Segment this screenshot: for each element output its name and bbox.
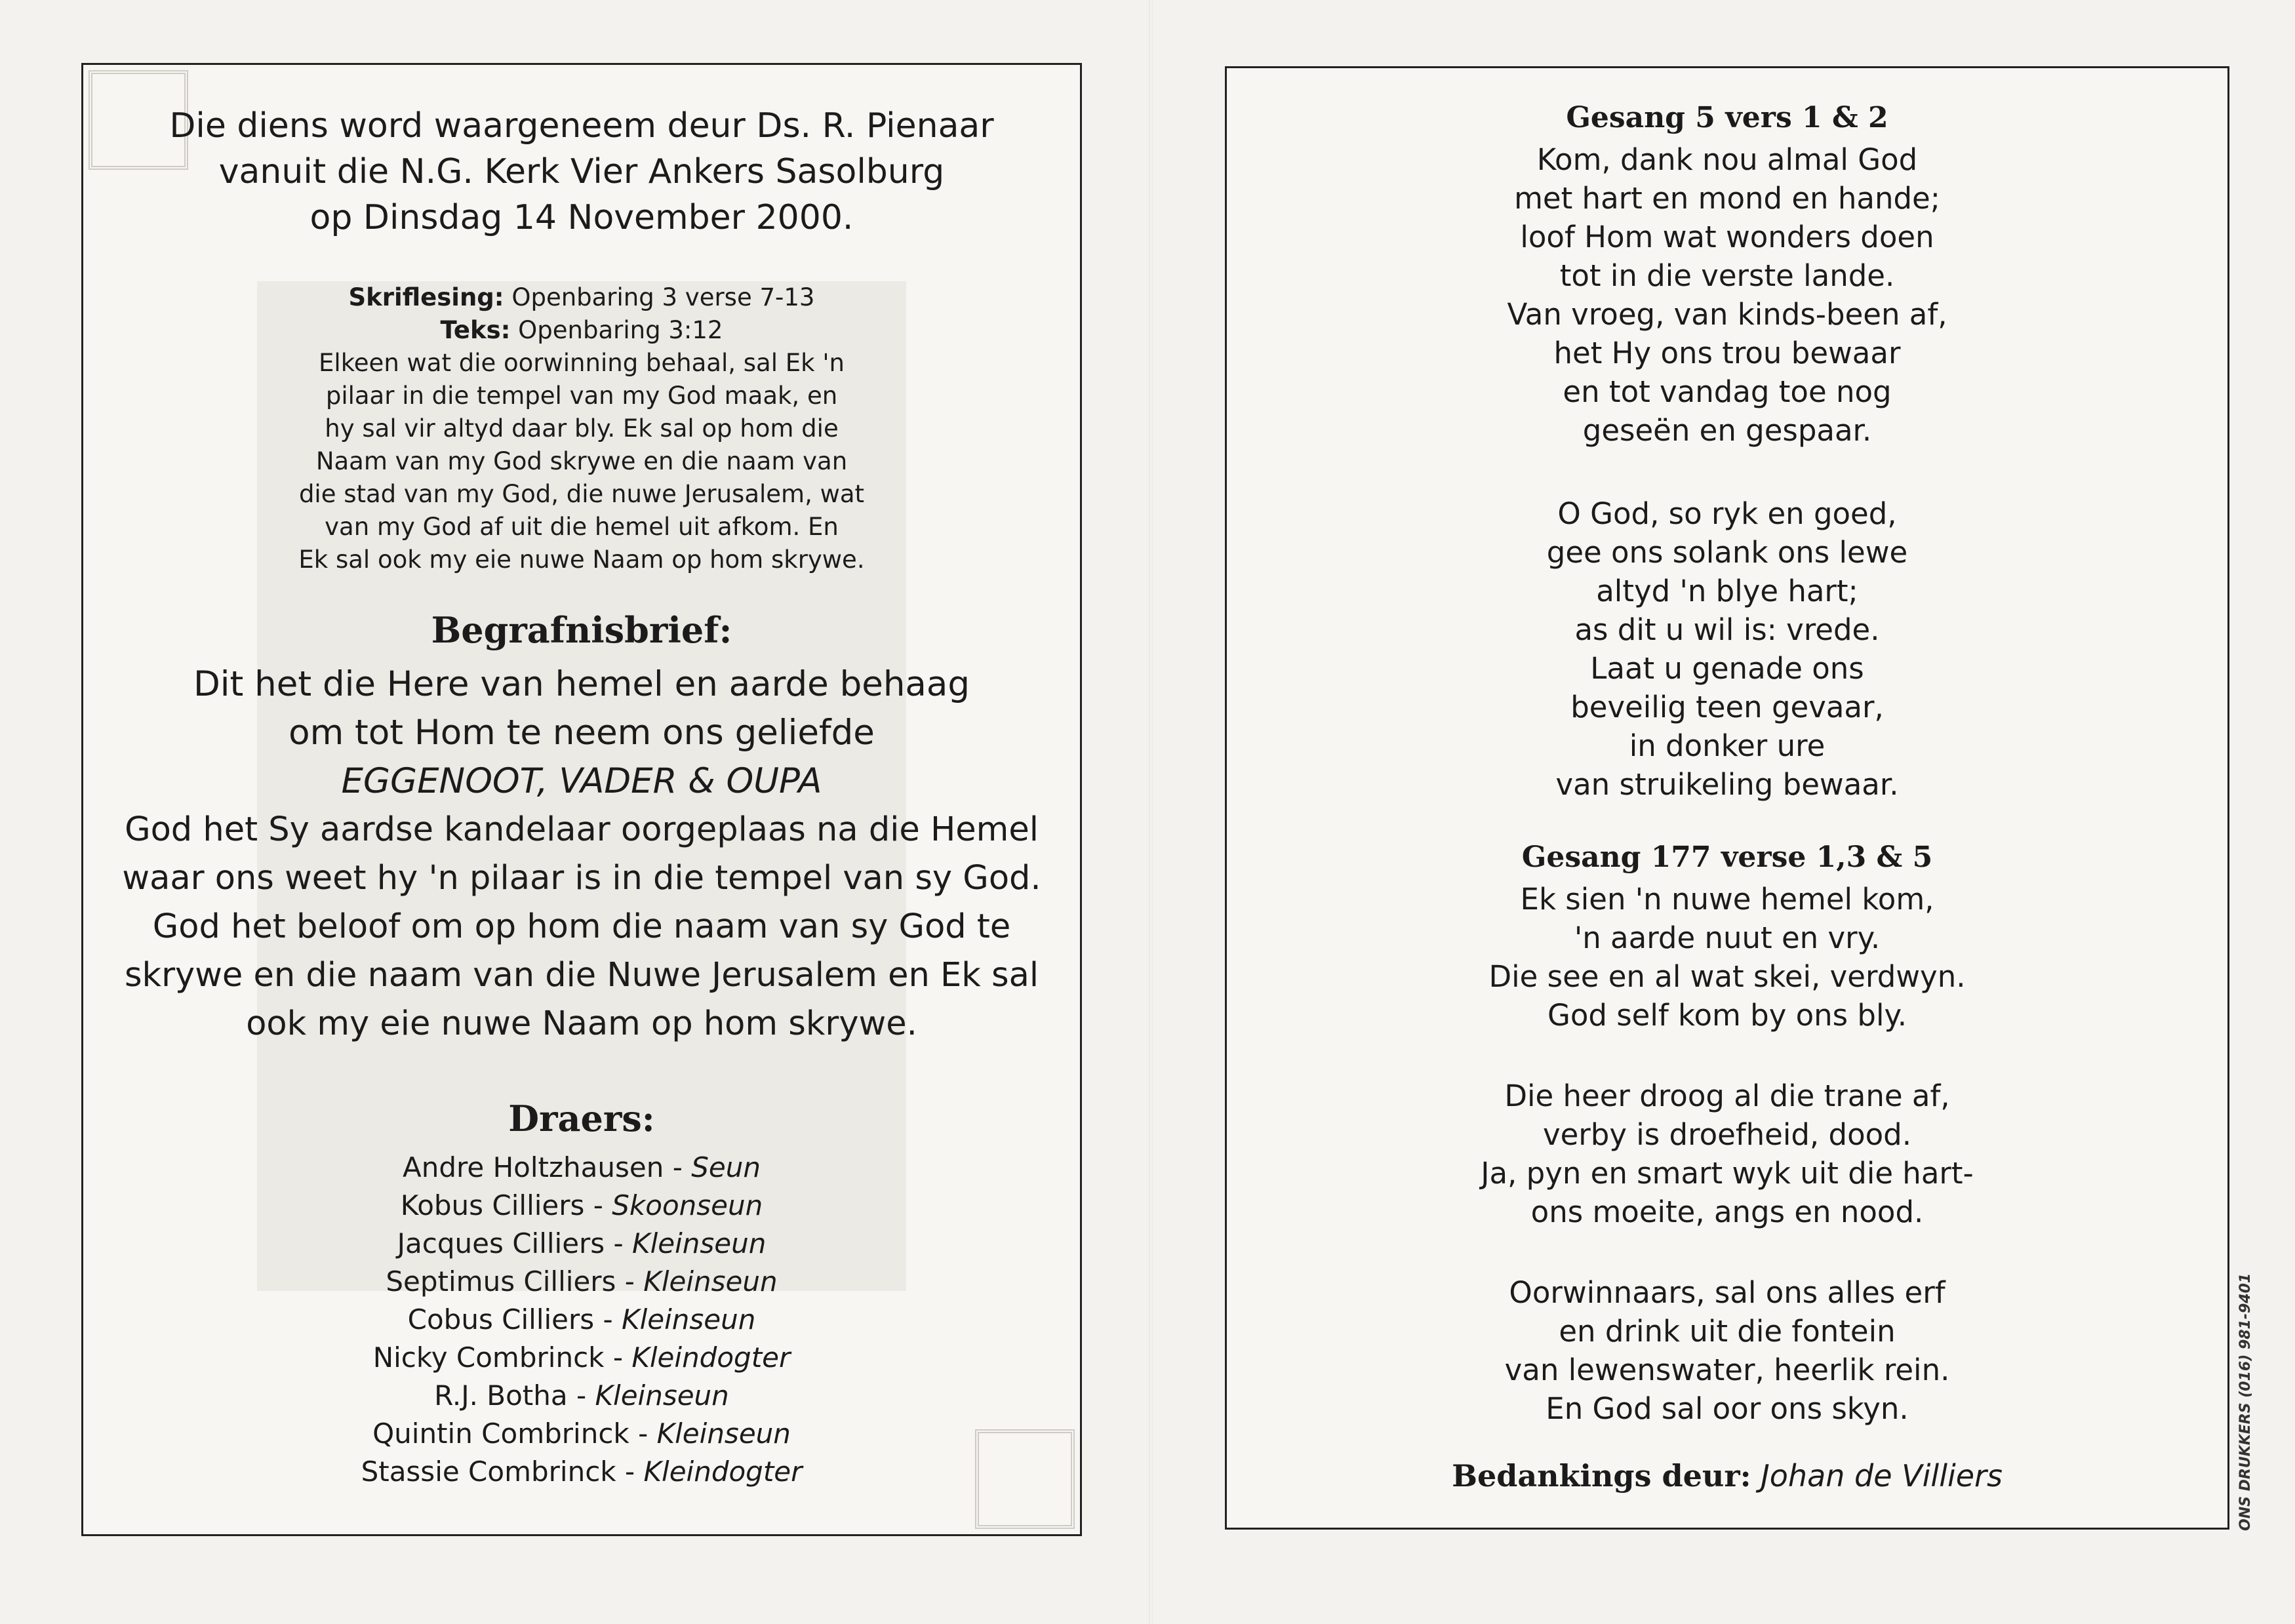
- hymn-line: Die see en al wat skei, verdwyn.: [1488, 959, 1966, 994]
- scripture-block: [83, 281, 1080, 576]
- bearer-row: Andre Holtzhausen - Seun: [403, 1151, 761, 1183]
- intro-line: vanuit die N.G. Kerk Vier Ankers Sasolburg: [218, 152, 945, 191]
- hymn-line: van lewenswater, heerlik rein.: [1504, 1353, 1950, 1387]
- bearer-row: Cobus Cilliers - Kleinseun: [407, 1303, 756, 1336]
- hymn-line: het Hy ons trou bewaar: [1553, 336, 1901, 370]
- letter-heading: Begrafnisbrief:: [431, 609, 732, 651]
- card-fold: [1149, 0, 1153, 1624]
- hymn2-stanza-2: [1227, 1077, 2227, 1231]
- hymn-line: beveilig teen gevaar,: [1570, 690, 1884, 724]
- hymn-line: Ek sien 'n nuwe hemel kom,: [1520, 882, 1934, 917]
- verse-line: Naam van my God skrywe en die naam van: [315, 447, 848, 475]
- bearer-relation: Seun: [691, 1151, 761, 1183]
- thanks-name: Johan de Villiers: [1761, 1458, 2003, 1494]
- hymn-line: en tot vandag toe nog: [1563, 374, 1892, 409]
- text-line: [83, 314, 1080, 347]
- hymn-line: geseën en gespaar.: [1582, 413, 1872, 448]
- hymn-line: van struikeling bewaar.: [1555, 767, 1899, 802]
- bearer-relation: Kleinseun: [643, 1265, 778, 1297]
- letter-line: waar ons weet hy 'n pilaar is in die tempel van sy God.: [122, 859, 1041, 898]
- hymn-line: Van vroeg, van kinds-been af,: [1507, 297, 1947, 332]
- letter-line: Dit het die Here van hemel en aarde behaag: [193, 664, 970, 704]
- bearer-row: Nicky Combrinck - Kleindogter: [372, 1341, 791, 1374]
- bearer-relation: Kleinseun: [595, 1379, 729, 1412]
- hymn-line: loof Hom wat wonders doen: [1520, 220, 1934, 254]
- bearer-name: Nicky Combrinck: [372, 1341, 605, 1374]
- hymn2-stanza-3: [1227, 1273, 2227, 1428]
- bearer-row: Jacques Cilliers - Kleinseun: [397, 1227, 767, 1259]
- service-intro: [83, 103, 1080, 241]
- bearer-name: Quintin Combrinck: [372, 1417, 629, 1450]
- bearer-relation: Kleinseun: [656, 1417, 791, 1450]
- bearers-heading: Draers:: [508, 1098, 655, 1139]
- hymn-line: as dit u wil is: vrede.: [1574, 612, 1880, 647]
- hymn1-stanza-1: [1227, 140, 2227, 450]
- bearers-list: [83, 1149, 1080, 1491]
- bearer-relation: Kleinseun: [622, 1303, 756, 1336]
- bearer-row: R.J. Botha - Kleinseun: [434, 1379, 729, 1412]
- hymn-line: met hart en mond en hande;: [1514, 181, 1940, 216]
- letter-line: om tot Hom te neem ons geliefde: [289, 713, 875, 753]
- bearer-relation: Skoonseun: [612, 1189, 763, 1221]
- bearer-name: Andre Holtzhausen: [403, 1151, 664, 1183]
- hymn-line: Kom, dank nou almal God: [1536, 142, 1918, 177]
- bearer-name: R.J. Botha: [434, 1379, 568, 1412]
- hymn-line: O God, so ryk en goed,: [1557, 496, 1897, 531]
- verse-line: die stad van my God, die nuwe Jerusalem, wat: [298, 480, 865, 508]
- bearer-row: Stassie Combrinck - Kleindogter: [361, 1456, 803, 1488]
- verse-line: van my God af uit die hemel uit afkom. En: [325, 513, 839, 541]
- hymn-line: in donker ure: [1629, 728, 1826, 763]
- bearer-name: Cobus Cilliers: [407, 1303, 595, 1336]
- left-panel: [81, 63, 1082, 1536]
- letter-line: God het beloof om op hom die naam van sy God te: [152, 907, 1011, 946]
- verse-line: hy sal vir altyd daar bly. Ek sal op hom die: [325, 414, 839, 443]
- bearer-name: Stassie Combrinck: [361, 1456, 616, 1488]
- bearer-relation: Kleindogter: [631, 1341, 791, 1374]
- intro-line: Die diens word waargeneem deur Ds. R. Pienaar: [169, 106, 994, 146]
- hymn2-title: Gesang 177 verse 1,3 & 5: [1521, 841, 1933, 874]
- funeral-letter: [83, 660, 1080, 1048]
- verse-line: pilaar in die tempel van my God maak, en: [325, 382, 838, 410]
- bearer-row: Septimus Cilliers - Kleinseun: [386, 1265, 778, 1297]
- intro-line: op Dinsdag 14 November 2000.: [309, 198, 854, 237]
- letter-emphasis: EGGENOOT, VADER & OUPA: [341, 761, 822, 801]
- verse-line: Ek sal ook my eie nuwe Naam op hom skrywe.: [298, 545, 865, 574]
- hymn-line: En God sal oor ons skyn.: [1546, 1391, 1909, 1426]
- bearer-relation: Kleinseun: [632, 1227, 767, 1259]
- bearer-name: Kobus Cilliers: [400, 1189, 585, 1221]
- reading-line: [83, 281, 1080, 314]
- hymn-line: Laat u genade ons: [1590, 651, 1864, 686]
- hymn-line: God self kom by ons bly.: [1547, 998, 1907, 1033]
- hymn1-title: Gesang 5 vers 1 & 2: [1566, 101, 1888, 134]
- hymn-line: Oorwinnaars, sal ons alles erf: [1509, 1275, 1946, 1310]
- reading-label: Skriflesing:: [348, 283, 504, 311]
- acknowledgement: [1227, 1458, 2227, 1494]
- hymn-line: tot in die verste lande.: [1559, 258, 1895, 293]
- hymn-line: Die heer droog al die trane af,: [1504, 1079, 1950, 1113]
- bearer-name: Jacques Cilliers: [397, 1227, 605, 1259]
- hymn-line: ons moeite, angs en nood.: [1530, 1195, 1924, 1229]
- hymn-line: en drink uit die fontein: [1559, 1314, 1896, 1349]
- hymn1-stanza-2: [1227, 494, 2227, 804]
- letter-line: God het Sy aardse kandelaar oorgeplaas na die Hemel: [125, 810, 1039, 849]
- hymn2-stanza-1: [1227, 880, 2227, 1035]
- bearer-relation: Kleindogter: [643, 1456, 803, 1488]
- thanks-label: Bedankings deur:: [1452, 1458, 1751, 1494]
- hymn-line: Ja, pyn en smart wyk uit die hart-: [1481, 1156, 1974, 1191]
- hymn-line: 'n aarde nuut en vry.: [1574, 921, 1881, 955]
- right-panel: [1225, 66, 2229, 1530]
- bearer-row: Quintin Combrinck - Kleinseun: [372, 1417, 791, 1450]
- verse-line: Elkeen wat die oorwinning behaal, sal Ek 'n: [319, 349, 845, 377]
- bearer-name: Septimus Cilliers: [386, 1265, 616, 1297]
- bearer-row: Kobus Cilliers - Skoonseun: [400, 1189, 763, 1221]
- text-label: Teks:: [440, 316, 511, 344]
- hymn-line: verby is droefheid, dood.: [1542, 1117, 1912, 1152]
- hymn-line: gee ons solank ons lewe: [1546, 535, 1908, 570]
- printer-imprint: ONS DRUKKERS (016) 981-9401: [2237, 1273, 2254, 1531]
- reading-value: Openbaring 3 verse 7-13: [511, 283, 815, 311]
- hymn-line: altyd 'n blye hart;: [1596, 574, 1858, 608]
- letter-line: skrywe en die naam van die Nuwe Jerusalem en Ek sal: [124, 956, 1039, 995]
- letter-line: ook my eie nuwe Naam op hom skrywe.: [246, 1004, 917, 1043]
- text-value: Openbaring 3:12: [518, 316, 723, 344]
